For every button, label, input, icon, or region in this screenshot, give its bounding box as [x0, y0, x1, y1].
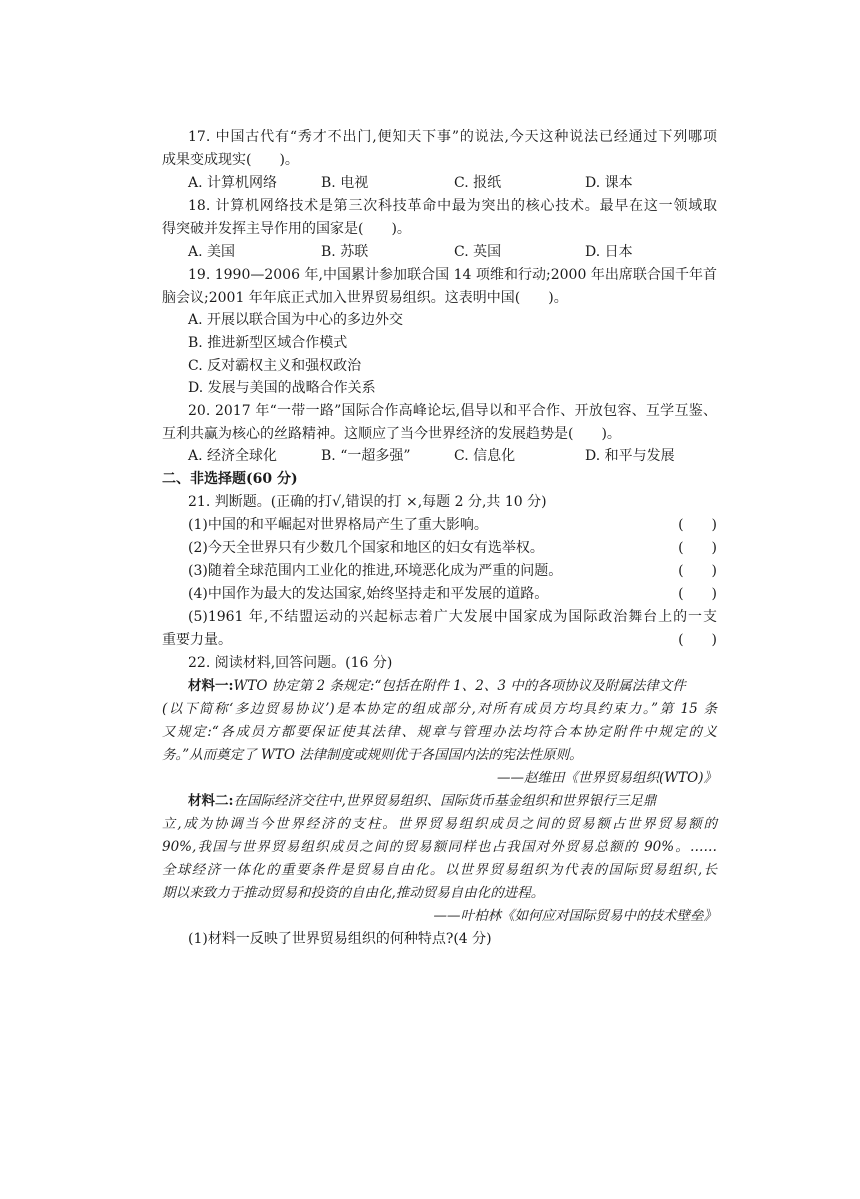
q22-intro: 22. 阅读材料,回答问题。(16 分) [188, 655, 393, 671]
q21-item-1-text: (1)中国的和平崛起对世界格局产生了重大影响。 [188, 517, 488, 533]
q17-stem-line2: 成果变成现实( )。 [162, 152, 299, 168]
q17-option-d: D. 课本 [585, 175, 633, 191]
q21-item-5-line1: (5)1961 年,不结盟运动的兴起标志着广大发展中国家成为国际政治舞台上的一支 [188, 609, 717, 625]
q21-item-3 [188, 561, 717, 581]
q17-stem-line1: 17. 中国古代有“秀才不出门,便知天下事”的说法,今天这种说法已经通过下列哪项 [188, 129, 717, 145]
material-2-text-1: 在国际经济交往中,世界贸易组织、国际货币基金组织和世界银行三足鼎 [233, 793, 657, 809]
q20-option-d: D. 和平与发展 [585, 448, 675, 464]
material-2-line2: 立,成为协调当今世界经济的支柱。世界贸易组织成员之间的贸易额占世界贸易额的 [162, 816, 717, 832]
q21-item-5-blank[interactable]: ( ) [678, 632, 717, 648]
q18-stem-line1: 18. 计算机网络技术是第三次科技革命中最为突出的核心技术。最早在这一领域取 [188, 198, 717, 214]
material-2-source: ——叶柏林《如何应对国际贸易中的技术壁垒》 [433, 908, 717, 924]
q19-option-d: D. 发展与美国的战略合作关系 [188, 380, 376, 396]
q17-options [188, 173, 717, 193]
q18-options [188, 242, 717, 262]
q19-option-c: C. 反对霸权主义和强权政治 [188, 358, 362, 374]
q21-item-3-text: (3)随着全球范围内工业化的推进,环境恶化成为严重的问题。 [188, 563, 563, 579]
q21-item-1 [188, 515, 717, 535]
q19-option-a: A. 开展以联合国为中心的多边外交 [188, 312, 404, 328]
section-title: 二、非选择题(60 分) [162, 471, 298, 487]
material-1-line3: 又规定:“各成员方都要保证使其法律、规章与管理办法均符合本协定附件中规定的义 [162, 724, 717, 740]
q21-item-4-blank[interactable]: ( ) [678, 586, 717, 602]
q21-item-2-blank[interactable]: ( ) [678, 540, 717, 556]
q18-option-a: A. 美国 [188, 244, 236, 260]
q17-option-a: A. 计算机网络 [188, 175, 278, 191]
q17-option-b: B. 电视 [321, 175, 369, 191]
q21-item-1-blank[interactable]: ( ) [678, 517, 717, 533]
material-2-line4: 全球经济一体化的重要条件是贸易自由化。以世界贸易组织为代表的国际贸易组织,长 [162, 862, 717, 878]
q19-stem-line1: 19. 1990—2006 年,中国累计参加联合国 14 项维和行动;2000 年出席联合国千年首 [188, 267, 717, 283]
material-2-line1 [188, 791, 717, 811]
q19-option-b: B. 推进新型区域合作模式 [188, 335, 348, 351]
q20-option-a: A. 经济全球化 [188, 448, 278, 464]
q20-option-b: B. “一超多强” [321, 448, 411, 464]
q21-item-5-text: 重要力量。 [162, 632, 232, 648]
q20-options [188, 446, 717, 466]
material-2-line5: 期以来致力于推动贸易和投资的自由化,推动贸易自由化的进程。 [162, 885, 545, 901]
q21-item-2-text: (2)今天全世界只有少数几个国家和地区的妇女有选举权。 [188, 540, 544, 556]
q18-stem-line2: 得突破并发挥主导作用的国家是( )。 [162, 221, 411, 237]
q21-item-4 [188, 584, 717, 604]
material-1-line4: 务。”从而奠定了 WTO 法律制度或规则优于各国国内法的宪法性原则。 [162, 747, 583, 763]
q18-option-b: B. 苏联 [321, 244, 369, 260]
q18-option-d: D. 日本 [585, 244, 633, 260]
q20-option-c: C. 信息化 [454, 448, 516, 464]
q19-stem-line2: 脑会议;2001 年年底正式加入世界贸易组织。这表明中国( )。 [162, 290, 568, 306]
material-1-line1 [188, 676, 717, 696]
q21-intro: 21. 判断题。(正确的打√,错误的打 ×,每题 2 分,共 10 分) [188, 494, 547, 510]
q20-stem-line2: 互利共赢为核心的丝路精神。这顺应了当今世界经济的发展趋势是( )。 [162, 426, 621, 442]
material-1-line2: (以下简称‘多边贸易协议’)是本协定的组成部分,对所有成员方均具约束力。”第 15 条 [162, 701, 717, 717]
material-2-label: 材料二: [188, 793, 234, 809]
q21-item-4-text: (4)中国作为最大的发达国家,始终坚持走和平发展的道路。 [188, 586, 549, 602]
q21-item-2 [188, 538, 717, 558]
q17-option-c: C. 报纸 [454, 175, 502, 191]
material-1-text-1: WTO 协定第 2 条规定:“包括在附件 1、2、3 中的各项协议及附属法律文件 [233, 678, 686, 694]
material-1-label: 材料一: [188, 678, 234, 694]
q20-stem-line1: 20. 2017 年“一带一路”国际合作高峰论坛,倡导以和平合作、开放包容、互学互鉴、 [188, 403, 717, 419]
q22-sub-question-1: (1)材料一反映了世界贸易组织的何种特点?(4 分) [188, 931, 492, 947]
material-2-line3: 90%,我国与世界贸易组织成员之间的贸易额同样也占我国对外贸易总额的 90%。…… [162, 839, 717, 855]
material-1-source: ——赵维田《世界贸易组织(WTO)》 [497, 770, 717, 786]
q21-item-5-line2 [162, 630, 717, 650]
q18-option-c: C. 英国 [454, 244, 502, 260]
q21-item-3-blank[interactable]: ( ) [678, 563, 717, 579]
